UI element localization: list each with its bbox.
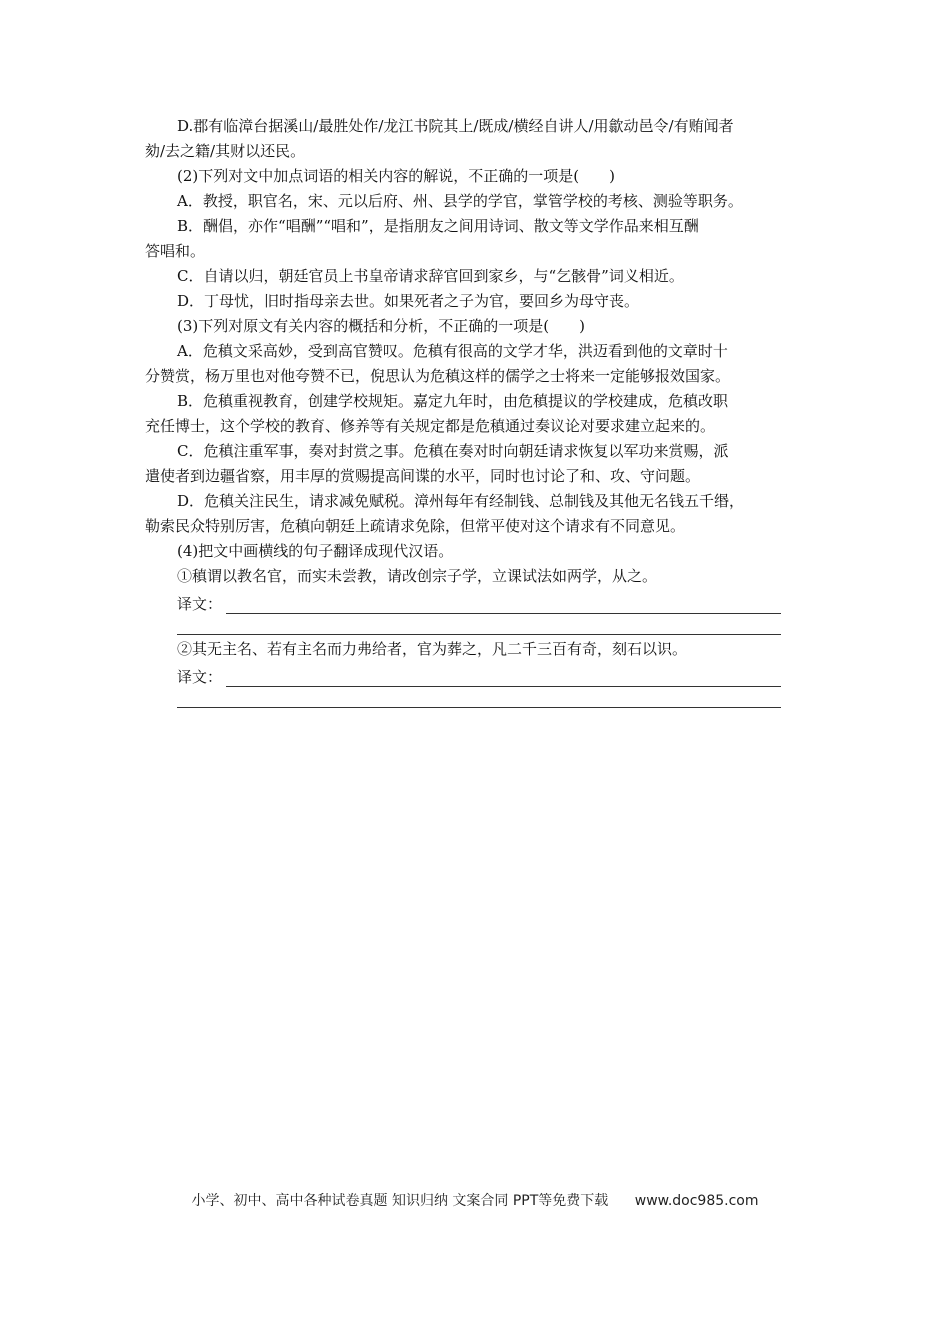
translation-label-2: 译文： [177, 668, 223, 686]
translation-label-1: 译文： [177, 595, 223, 613]
q1-option-d-line2: 劾/去之籍/其财以还民。 [145, 142, 306, 160]
q3-option-a-line2: 分赞赏，杨万里也对他夸赞不已，倪思认为危稹这样的儒学之士将来一定能够报效国家。 [145, 367, 731, 385]
answer-blank-2b[interactable] [177, 687, 781, 708]
q3-stem: (3)下列对原文有关内容的概括和分析，不正确的一项是( ) [177, 317, 585, 335]
q2-option-b-line2: 答唱和。 [145, 242, 206, 260]
q3-option-c-line2: 遣使者到边疆省察，用丰厚的赏赐提高间谍的水平，同时也讨论了和、攻、守问题。 [145, 467, 701, 485]
q1-option-d-line1: D.郡有临漳台据溪山/最胜处作/龙江书院其上/既成/横经自讲人/用歙动邑令/有贿闻者 [177, 117, 734, 135]
page-footer [0, 1190, 950, 1210]
q4-sentence-1: ①稹谓以教名官，而实未尝教，请改创宗子学，立课试法如两学，从之。 [177, 567, 658, 585]
q3-option-b-line1: B．危稹重视教育，创建学校规矩。嘉定九年时，由危稹提议的学校建成，危稹改职 [177, 392, 729, 410]
footer-url[interactable]: www.doc985.com [634, 1193, 759, 1209]
question-content [145, 114, 810, 708]
q2-option-b-line1: B．酬倡，亦作“唱酬”“唱和”，是指朋友之间用诗词、散文等文学作品来相互酬 [177, 217, 699, 235]
q2-option-c: C．自请以归，朝廷官员上书皇帝请求辞官回到家乡，与“乞骸骨”词义相近。 [177, 267, 684, 285]
q4-sentence-2: ②其无主名、若有主名而力弗给者，官为葬之，凡二千三百有奇，刻石以识。 [177, 640, 688, 658]
q3-option-d-line1: D．危稹关注民生，请求减免赋税。漳州每年有经制钱、总制钱及其他无名钱五千缗， [177, 492, 745, 510]
q3-option-c-line1: C．危稹注重军事，奏对封赏之事。危稹在奏对时向朝廷请求恢复以军功来赏赐，派 [177, 442, 729, 460]
translation-row-1 [145, 589, 810, 614]
q3-option-b-line2: 充任博士，这个学校的教育、修养等有关规定都是危稹通过奏议论对要求建立起来的。 [145, 417, 716, 435]
q2-option-a: A．教授，职官名，宋、元以后府、州、县学的学官，掌管学校的考核、测验等职务。 [177, 192, 743, 210]
translation-row-2 [145, 662, 810, 687]
answer-blank-1a[interactable] [226, 595, 781, 614]
q3-option-a-line1: A．危稹文采高妙，受到高官赞叹。危稹有很高的文学才华，洪迈看到他的文章时十 [177, 342, 728, 360]
q3-option-d-line2: 勒索民众特别厉害，危稹向朝廷上疏请求免除，但常平使对这个请求有不同意见。 [145, 517, 686, 535]
answer-blank-2a[interactable] [226, 668, 781, 687]
q2-option-d: D．丁母忧，旧时指母亲去世。如果死者之子为官，要回乡为母守丧。 [177, 292, 640, 310]
q2-stem: (2)下列对文中加点词语的相关内容的解说，不正确的一项是( ) [177, 167, 615, 185]
footer-text: 小学、初中、高中各种试卷真题 知识归纳 文案合同 PPT等免费下载 [191, 1193, 609, 1209]
answer-blank-1b[interactable] [177, 614, 781, 635]
q4-stem: (4)把文中画横线的句子翻译成现代汉语。 [177, 542, 454, 560]
